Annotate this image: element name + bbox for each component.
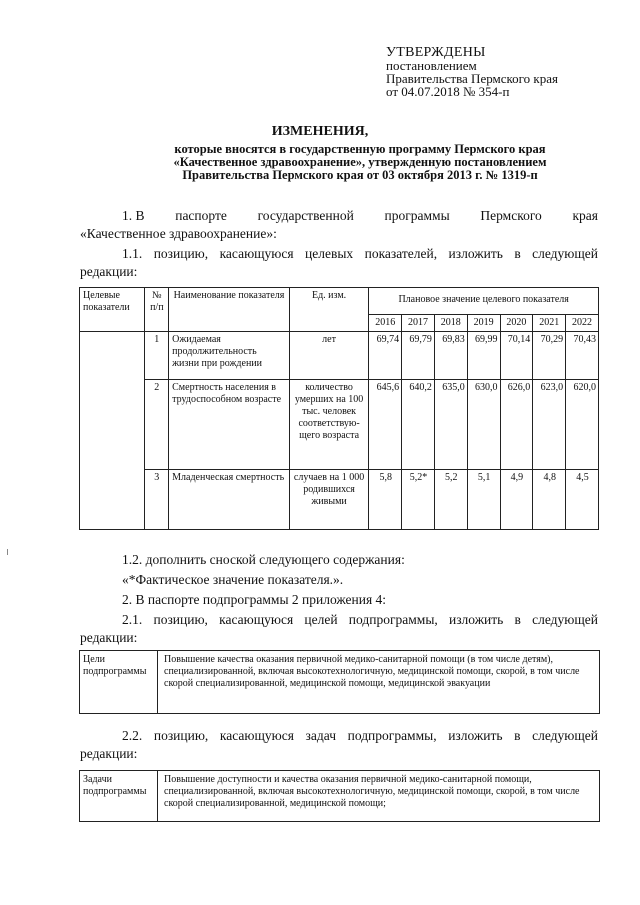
row-value: 645,6: [369, 380, 402, 470]
row-number: 3: [145, 470, 169, 530]
row-value: 70,14: [500, 332, 533, 380]
paragraph-1-word: 1. В: [122, 208, 145, 223]
year-cell: 2021: [533, 315, 566, 332]
paragraph-2-1: 2.1. позицию, касающуюся целей подпрограммы, изложить в следующей: [122, 612, 598, 627]
row-value: 5,1: [467, 470, 500, 530]
year-cell: 2017: [402, 315, 435, 332]
row-name: Ожидаемая продолжительность жизни при рождении: [169, 332, 290, 380]
header-plan: Плановое значение целевого показателя: [369, 288, 599, 315]
goals-text: Повышение качества оказания первичной медико-санитарной помощи (в том числе детям), специализированной, включая высокотехнологичную, медицинской помощи, скорой, в том числе скорой специализированной, медицинской помощи, медицинской эвакуации: [164, 654, 580, 689]
year-cell: 2016: [369, 315, 402, 332]
paragraph-1-1-cont: редакции:: [80, 264, 138, 279]
subtitle-line: Правительства Пермского края от 03 октября 2013 г. № 1319-п: [182, 168, 538, 182]
row-unit: лет: [289, 332, 368, 380]
approval-line: постановлением: [386, 58, 477, 73]
paragraph-1-1: 1.1. позицию, касающуюся целевых показателей, изложить в следующей: [122, 246, 598, 261]
row-value: 626,0: [500, 380, 533, 470]
table-header-row: [80, 288, 599, 315]
paragraph-1-word: государственной: [257, 208, 354, 223]
row-value: 635,0: [434, 380, 467, 470]
approval-stamp: [386, 46, 558, 98]
row-value: 4,5: [566, 470, 599, 530]
paragraph-2-2-cont: редакции:: [80, 746, 138, 761]
approval-line: от 04.07.2018 № 354-п: [386, 84, 510, 99]
goals-label: Цели подпрограммы: [80, 651, 158, 713]
header-unit: Ед. изм.: [289, 288, 368, 332]
document-subtitle: [80, 143, 640, 182]
paragraph-2: 2. В паспорте подпрограммы 2 приложения 4:: [122, 592, 387, 607]
subtitle-line: которые вносятся в государственную программу Пермского края: [174, 142, 546, 156]
paragraph-2-1-cont: редакции:: [80, 630, 138, 645]
row-number: 1: [145, 332, 169, 380]
paragraph-1-word: паспорте: [175, 208, 227, 223]
paragraph-1: [122, 208, 598, 224]
row-value: 5,2*: [402, 470, 435, 530]
row-value: 69,74: [369, 332, 402, 380]
tasks-label: Задачи подпрограммы: [80, 771, 158, 821]
approval-title: УТВЕРЖДЕНЫ: [386, 45, 486, 60]
row-value: 630,0: [467, 380, 500, 470]
header-number: № п/п: [145, 288, 169, 332]
table-row: [80, 332, 599, 380]
table-row: [80, 380, 599, 470]
scan-mark: [7, 549, 8, 555]
row-value: 5,2: [434, 470, 467, 530]
row-value: 69,79: [402, 332, 435, 380]
year-cell: 2020: [500, 315, 533, 332]
targets-table: [79, 287, 599, 530]
row-unit: случаев на 1 000 родившихся живыми: [289, 470, 368, 530]
row-value: 4,8: [533, 470, 566, 530]
goals-box: [79, 650, 600, 714]
document-title: ИЗМЕНЕНИЯ,: [271, 124, 369, 139]
targets-label-cell: [80, 332, 145, 530]
row-number: 2: [145, 380, 169, 470]
year-cell: 2019: [467, 315, 500, 332]
header-targets: Целевые показатели: [80, 288, 145, 332]
header-name: Наименование показателя: [169, 288, 290, 332]
row-value: 70,29: [533, 332, 566, 380]
row-name: Смертность населения в трудоспособном возрасте: [169, 380, 290, 470]
footnote-quote: «*Фактическое значение показателя.».: [122, 572, 344, 587]
subtitle-line: «Качественное здравоохранение», утвержденную постановлением: [173, 155, 547, 169]
row-value: 69,83: [434, 332, 467, 380]
row-value: 623,0: [533, 380, 566, 470]
row-value: 69,99: [467, 332, 500, 380]
paragraph-1-word: края: [572, 208, 598, 223]
year-cell: 2022: [566, 315, 599, 332]
row-value: 620,0: [566, 380, 599, 470]
row-value: 5,8: [369, 470, 402, 530]
row-value: 640,2: [402, 380, 435, 470]
paragraph-1-word: программы: [384, 208, 450, 223]
tasks-text: Повышение доступности и качества оказания первичной медико-санитарной помощи, специализированной, включая высокотехнологичную, медицинской помощи, скорой, в том числе скорой специализированной, медицинской помощи;: [164, 774, 580, 809]
row-value: 4,9: [500, 470, 533, 530]
row-unit: количество умерших на 100 тыс. человек соответствую-щего возраста: [289, 380, 368, 470]
table-row: [80, 470, 599, 530]
paragraph-2-2: 2.2. позицию, касающуюся задач подпрограммы, изложить в следующей: [122, 728, 598, 743]
year-cell: 2018: [434, 315, 467, 332]
paragraph-1-word: Пермского: [480, 208, 542, 223]
approval-line: Правительства Пермского края: [386, 71, 558, 86]
tasks-box: [79, 770, 600, 822]
row-name: Младенческая смертность: [169, 470, 290, 530]
paragraph-1-cont: «Качественное здравоохранение»:: [80, 226, 277, 241]
paragraph-1-2: 1.2. дополнить сноской следующего содержания:: [122, 552, 405, 567]
row-value: 70,43: [566, 332, 599, 380]
